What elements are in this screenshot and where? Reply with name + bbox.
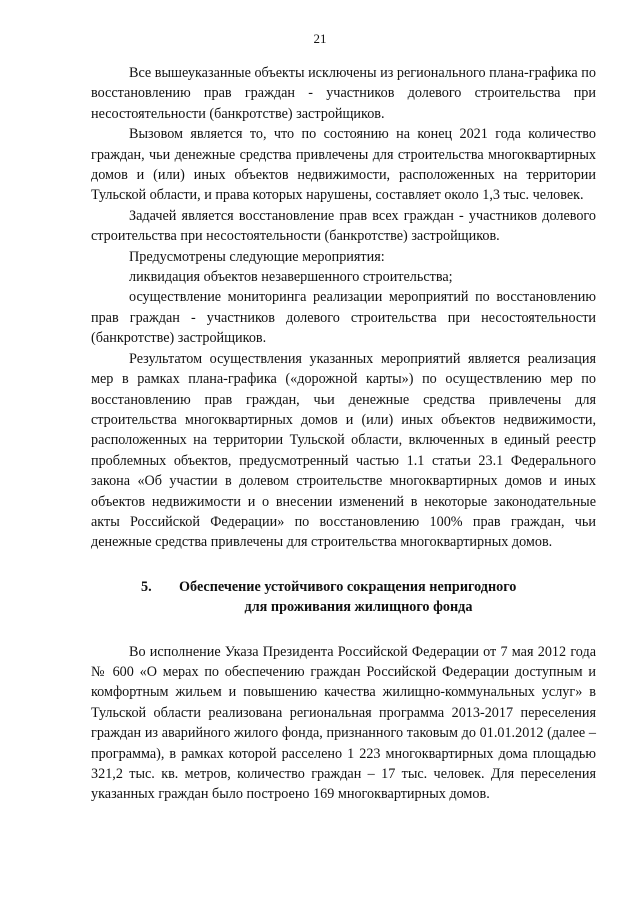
section-heading-line-1 [91, 577, 596, 597]
paragraph-measures-intro: Предусмотрены следующие мероприятия: [129, 248, 385, 265]
section-heading [91, 577, 596, 618]
paragraph-result: Результатом осуществления указанных мероприятий является реализация мер в рамках плана-графика («дорожной карты») по осуществлению мер по восстановлению прав граждан, чьи денежные средства привлечены для строительства многоквартирных домов и (или) иных объектов недвижимости, расположенных на территории Тульской области, включенных в единый реестр проблемных объектов, предусмотренный частью 1.1 статьи 23.1 Федерального закона «Об участии в долевом строительстве многоквартирных домов и иных объектов недвижимости и о внесении изменений в некоторые законодательные акты Российской Федерации» по восстановлению 100% прав граждан, чьи денежные средства привлечены для строительства многоквартирных домов. [91, 350, 596, 551]
paragraph-resettlement-program: Во исполнение Указа Президента Российской Федерации от 7 мая 2012 года № 600 «О мерах по обеспечению граждан Российской Федерации доступным и комфортным жильем и повышению качества жилищно-коммунальных услуг» в Тульской области реализована региональная программа 2013-2017 переселения граждан из аварийного жилого фонда, признанного таковым до 01.01.2012 (далее – программа), в рамках которой расселено 1 223 многоквартирных дома площадью 321,2 тыс. кв. метров, количество граждан – 17 тыс. человек. Для переселения указанных граждан было построено 169 многоквартирных домов. [91, 643, 596, 803]
paragraph-task: Задачей является восстановление прав всех граждан - участников долевого строительства при несостоятельности (банкротстве) застройщиков. [91, 207, 596, 245]
paragraph-challenge: Вызовом является то, что по состоянию на конец 2021 года количество граждан, чьи денежные средства привлечены для строительства многоквартирных домов и (или) иных объектов недвижимости, расположенных на территории Тульской области, и права которых нарушены, составляет около 1,3 тыс. человек. [91, 126, 596, 204]
section-title-line-2: для проживания жилищного фонда [244, 599, 473, 616]
paragraph-excluded-objects: Все вышеуказанные объекты исключены из регионального плана-графика по восстановлению прав граждан - участников долевого строительства при несостоятельности (банкротстве) застройщиков. [91, 65, 596, 122]
paragraph-measure-liquidation: ликвидация объектов незавершенного строительства; [129, 269, 453, 286]
page-number: 21 [313, 31, 327, 46]
section-number: 5. [141, 578, 152, 595]
section-title-line-1: Обеспечение устойчивого сокращения непригодного [179, 578, 517, 595]
document-body [91, 63, 596, 805]
paragraph-measure-monitoring: осуществление мониторинга реализации мероприятий по восстановлению прав граждан - участников долевого строительства при несостоятельности (банкротстве) застройщиков. [91, 289, 596, 347]
